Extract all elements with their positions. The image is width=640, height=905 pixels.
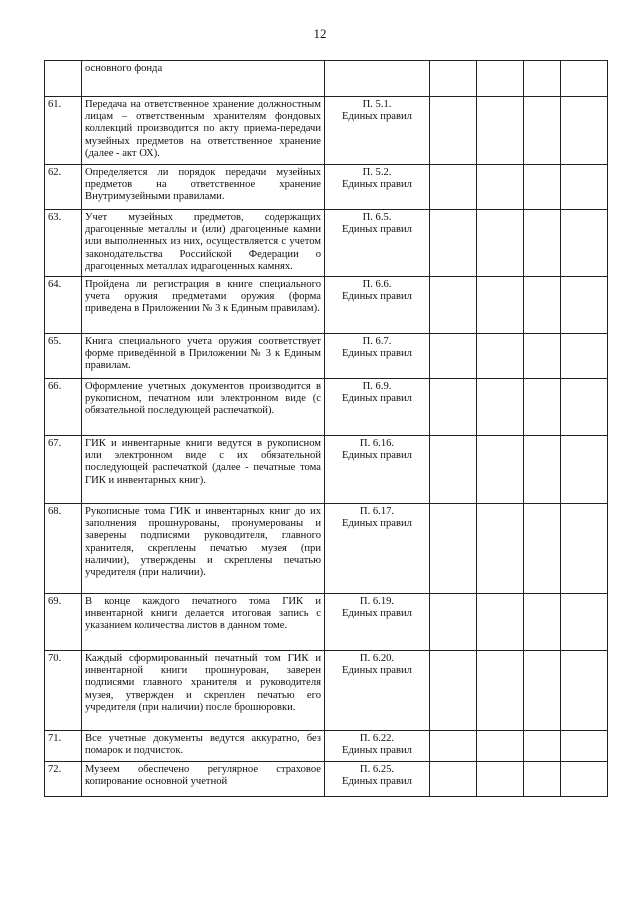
row-number: 62. (45, 165, 82, 210)
table-body (45, 61, 608, 797)
reference-source: Единых правил (342, 224, 412, 236)
row-reference (325, 731, 430, 762)
table-row (45, 165, 608, 210)
table-row (45, 210, 608, 277)
answer-no-cell[interactable] (477, 651, 524, 731)
answer-na-cell[interactable] (524, 651, 561, 731)
row-question: основного фонда (82, 61, 325, 97)
remarks-cell[interactable] (561, 165, 608, 210)
table-row (45, 594, 608, 651)
answer-na-cell[interactable] (524, 731, 561, 762)
row-number: 61. (45, 97, 82, 165)
reference-clause: П. 5.1. (362, 99, 392, 110)
answer-no-cell[interactable] (477, 210, 524, 277)
answer-na-cell[interactable] (524, 436, 561, 504)
remarks-cell[interactable] (561, 277, 608, 334)
reference-clause: П. 6.7. (362, 336, 392, 348)
row-number: 70. (45, 651, 82, 731)
answer-na-cell[interactable] (524, 165, 561, 210)
reference-source: Единых правил (342, 608, 412, 620)
answer-no-cell[interactable] (477, 436, 524, 504)
remarks-cell[interactable] (561, 651, 608, 731)
answer-na-cell[interactable] (524, 504, 561, 594)
answer-no-cell[interactable] (477, 334, 524, 379)
answer-yes-cell[interactable] (430, 61, 477, 97)
row-reference (325, 379, 430, 436)
table-row (45, 504, 608, 594)
reference-clause: П. 6.16. (359, 438, 395, 450)
answer-yes-cell[interactable] (430, 504, 477, 594)
row-question: В конце каждого печатного тома ГИК и инвентарной книги делается итоговая запись с указанием количества листов в данном томе. (82, 594, 325, 651)
answer-na-cell[interactable] (524, 334, 561, 379)
remarks-cell[interactable] (561, 334, 608, 379)
row-question: Передача на ответственное хранение должностным лицам – ответственным хранителям фондовых коллекций производится по акту приема-передачи музейных предметов на ответственное хранение (далее - акт ОХ). (82, 97, 325, 165)
answer-yes-cell[interactable] (430, 334, 477, 379)
reference-clause: П. 6.19. (359, 596, 395, 608)
remarks-cell[interactable] (561, 379, 608, 436)
answer-yes-cell[interactable] (430, 210, 477, 277)
answer-no-cell[interactable] (477, 504, 524, 594)
answer-yes-cell[interactable] (430, 97, 477, 165)
remarks-cell[interactable] (561, 731, 608, 762)
answer-yes-cell[interactable] (430, 651, 477, 731)
page-number: 12 (313, 26, 327, 41)
row-reference (325, 436, 430, 504)
row-reference (325, 61, 430, 97)
answer-yes-cell[interactable] (430, 731, 477, 762)
row-reference (325, 277, 430, 334)
reference-source: Единых правил (342, 665, 412, 677)
answer-yes-cell[interactable] (430, 594, 477, 651)
remarks-cell[interactable] (561, 61, 608, 97)
checklist-table (44, 60, 608, 797)
table-row (45, 762, 608, 797)
row-number: 69. (45, 594, 82, 651)
reference-clause: П. 6.25. (359, 764, 395, 776)
row-number: 68. (45, 504, 82, 594)
answer-yes-cell[interactable] (430, 165, 477, 210)
row-reference (325, 334, 430, 379)
reference-clause: П. 6.22. (359, 733, 395, 745)
reference-source: Единых правил (342, 745, 412, 757)
reference-source: Единых правил (342, 450, 412, 462)
row-number: 66. (45, 379, 82, 436)
reference-source: Единых правил (342, 291, 412, 303)
row-reference (325, 504, 430, 594)
table-row (45, 731, 608, 762)
answer-na-cell[interactable] (524, 61, 561, 97)
row-number: 65. (45, 334, 82, 379)
reference-clause: П. 6.5. (362, 212, 392, 223)
answer-na-cell[interactable] (524, 277, 561, 334)
row-reference (325, 762, 430, 797)
answer-no-cell[interactable] (477, 379, 524, 436)
answer-no-cell[interactable] (477, 731, 524, 762)
reference-source: Единых правил (342, 348, 412, 360)
row-number: 71. (45, 731, 82, 762)
table-row (45, 436, 608, 504)
remarks-cell[interactable] (561, 436, 608, 504)
row-number: 64. (45, 277, 82, 334)
answer-na-cell[interactable] (524, 97, 561, 165)
row-question: ГИК и инвентарные книги ведутся в рукописном или электронном виде с их обязательной последующей распечаткой (далее - печатные тома ГИК и инвентарных книг). (82, 436, 325, 504)
reference-source: Единых правил (342, 393, 412, 405)
answer-no-cell[interactable] (477, 277, 524, 334)
answer-yes-cell[interactable] (430, 379, 477, 436)
reference-clause: П. 6.17. (359, 506, 395, 518)
remarks-cell[interactable] (561, 594, 608, 651)
answer-na-cell[interactable] (524, 762, 561, 797)
answer-no-cell[interactable] (477, 762, 524, 797)
table-row (45, 334, 608, 379)
remarks-cell[interactable] (561, 504, 608, 594)
row-number: 72. (45, 762, 82, 797)
table-row (45, 97, 608, 165)
table-row (45, 651, 608, 731)
row-number (45, 61, 82, 97)
row-question: Музеем обеспечено регулярное страховое копирование основной учетной (82, 762, 325, 797)
row-question: Учет музейных предметов, содержащих драгоценные металлы и (или) драгоценные камни или выполненных из них, осуществляется с учетом законодательства Российской Федерации о драгоценных металлах идрагоценных камнях. (82, 210, 325, 277)
row-question: Оформление учетных документов производится в рукописном, печатном или электронном виде (с обязательной последующей распечаткой). (82, 379, 325, 436)
answer-na-cell[interactable] (524, 379, 561, 436)
reference-source: Единых правил (342, 179, 412, 191)
answer-na-cell[interactable] (524, 594, 561, 651)
table-row (45, 277, 608, 334)
reference-clause: П. 6.20. (359, 653, 395, 665)
row-number: 67. (45, 436, 82, 504)
row-reference (325, 210, 430, 277)
row-question: Каждый сформированный печатный том ГИК и инвентарной книги прошнурован, заверен подписями главного хранителя и руководителя музея, утвержден и скреплен печатью его учредителя (при наличии) после брошюровки. (82, 651, 325, 731)
row-question: Все учетные документы ведутся аккуратно, без помарок и подчисток. (82, 731, 325, 762)
answer-yes-cell[interactable] (430, 436, 477, 504)
answer-no-cell[interactable] (477, 594, 524, 651)
row-reference (325, 165, 430, 210)
reference-source: Единых правил (342, 518, 412, 530)
row-reference (325, 594, 430, 651)
remarks-cell[interactable] (561, 97, 608, 165)
row-question: Рукописные тома ГИК и инвентарных книг до их заполнения прошнурованы, пронумерованы и заверены подписями руководителя, главного хранителя, скреплены печатью музея (при наличии), утверждены и скреплены печатью учредителя (при наличии). (82, 504, 325, 594)
reference-clause: П. 5.2. (362, 167, 392, 178)
answer-na-cell[interactable] (524, 210, 561, 277)
remarks-cell[interactable] (561, 210, 608, 277)
row-question: Определяется ли порядок передачи музейных предметов на ответственное хранение Внутримузейными правилами. (82, 165, 325, 210)
table-row (45, 379, 608, 436)
reference-clause: П. 6.9. (362, 381, 392, 393)
remarks-cell[interactable] (561, 762, 608, 797)
answer-yes-cell[interactable] (430, 762, 477, 797)
row-question: Книга специального учета оружия соответствует форме приведённой в Приложении № 3 к Единым правилам. (82, 334, 325, 379)
row-reference (325, 97, 430, 165)
answer-no-cell[interactable] (477, 61, 524, 97)
reference-source: Единых правил (342, 776, 412, 788)
row-question: Пройдена ли регистрация в книге специального учета оружия предметами оружия (форма приведена в Приложении № 3 к Единым правилам). (82, 277, 325, 334)
row-number: 63. (45, 210, 82, 277)
answer-yes-cell[interactable] (430, 277, 477, 334)
reference-clause: П. 6.6. (362, 279, 392, 291)
answer-no-cell[interactable] (477, 97, 524, 165)
row-reference (325, 651, 430, 731)
reference-source: Единых правил (342, 111, 412, 123)
answer-no-cell[interactable] (477, 165, 524, 210)
table-row (45, 61, 608, 97)
